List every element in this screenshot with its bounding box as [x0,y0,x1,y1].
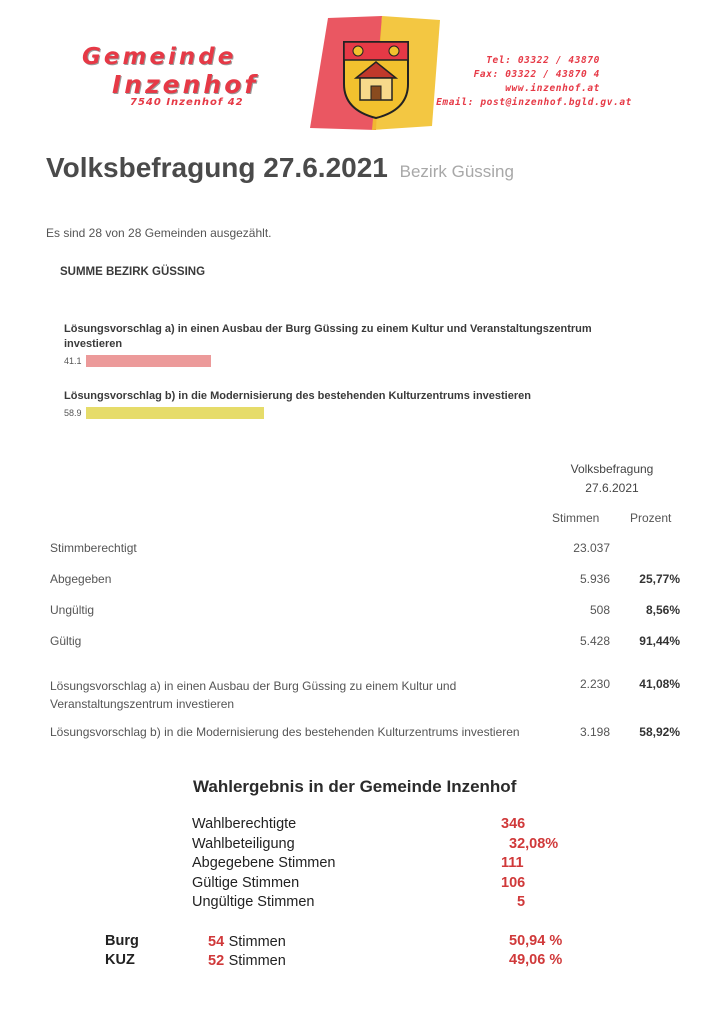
row-percent: 25,77% [639,572,680,586]
row-percent: 91,44% [639,634,680,648]
row-percent: 8,56% [645,603,680,617]
row-label: Abgegeben [50,572,112,586]
col-votes-header: Stimmen [552,511,600,525]
row-votes: 3.198 [579,725,610,739]
result-label: Wahlberechtigte [192,816,297,832]
row-label: Lösungsvorschlag b) in die Modernisierung des bestehenden Kulturzentrums investieren [50,725,520,739]
result-value: 346 [501,816,526,832]
result-value: 106 [501,875,526,891]
option-name-burg: Burg [105,933,139,949]
brand-address: 7540 Inzenhof 42 [130,97,244,108]
option-unit: Stimmen [228,953,286,969]
result-label: Ungültige Stimmen [192,894,315,910]
page-title-main: Volksbefragung 27.6.2021 [46,152,388,183]
option-percent-kuz: 49,06 % [509,952,563,968]
row-label: Stimmberechtigt [50,541,137,555]
bar-a [86,355,211,367]
bar-a-label: Lösungsvorschlag a) in einen Ausbau der Burg Güssing zu einem Kultur und Veranstaltungszentrum investieren [64,323,592,350]
row-votes: 2.230 [579,677,610,691]
option-votes-burg [208,933,286,951]
row-label: Gültig [50,634,82,648]
result-value: 5 [517,894,526,910]
bar-b-label: Lösungsvorschlag b) in die Modernisierung des bestehenden Kulturzentrums investieren [64,390,531,402]
contact-tel: Tel: 03322 / 43870 [486,55,600,66]
row-percent: 58,92% [639,725,680,739]
row-votes: 5.936 [579,572,610,586]
summary-heading: SUMME BEZIRK GÜSSING [60,266,206,278]
row-percent: 41,08% [639,677,680,691]
contact-block [474,54,600,96]
page-title [46,152,514,184]
status-text: Es sind 28 von 28 Gemeinden ausgezählt. [46,226,272,240]
option-percent-burg: 50,94 % [509,933,563,949]
result-value: 111 [501,855,524,871]
table-header-top: Volksbefragung [570,462,654,476]
contact-fax: Fax: 03322 / 43870 4 [473,69,600,80]
bar-a-value: 41.1 [64,356,82,366]
coat-of-arms-icon [344,42,408,118]
result-title: Wahlergebnis in der Gemeinde Inzenhof [193,777,517,796]
brand-name-line1: Gemeinde [82,44,237,70]
contact-email: Email: post@inzenhof.bgld.gv.at [436,97,632,108]
option-votes-kuz [208,952,286,970]
row-votes: 5.428 [579,634,610,648]
result-label: Wahlbeteiligung [192,836,295,852]
option-name-kuz: KUZ [105,952,135,968]
row-label: Lösungsvorschlag a) in einen Ausbau der Burg Güssing zu einem Kultur und Veranstaltungszentrum investieren [50,679,457,711]
page-subtitle: Bezirk Güssing [399,162,514,181]
row-votes: 23.037 [573,541,610,555]
result-value: 32,08% [509,836,559,852]
col-percent-header: Prozent [630,511,672,525]
table-header-title [560,462,664,495]
table-header-date: 27.6.2021 [585,481,639,495]
brand-name-line2: Inzenhof [112,70,259,99]
bar-b-value: 58.9 [64,408,82,418]
option-count: 52 [208,953,225,969]
row-votes: 508 [589,603,610,617]
bar-b [86,407,264,419]
municipality-logo [306,14,446,132]
contact-web: www.inzenhof.at [505,83,600,94]
option-count: 54 [208,934,225,950]
result-label: Abgegebene Stimmen [192,855,336,871]
row-label: Ungültig [50,603,95,617]
option-unit: Stimmen [228,934,286,950]
result-label: Gültige Stimmen [192,875,300,891]
